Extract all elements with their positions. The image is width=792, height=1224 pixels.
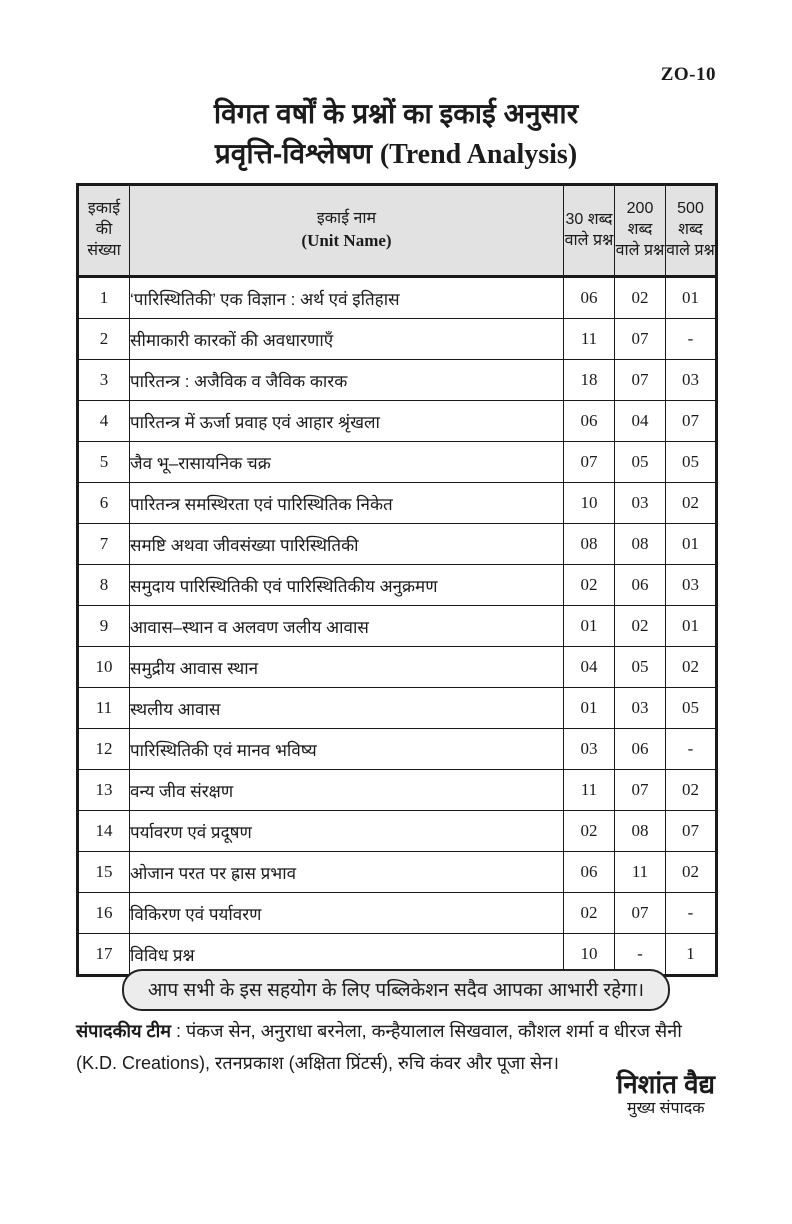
q500-value-cell: - [666, 893, 717, 934]
q500-value-cell: - [666, 319, 717, 360]
q200-value-cell: 02 [615, 277, 666, 319]
page-title-line1: विगत वर्षों के प्रश्नों का इकाई अनुसार [213, 98, 579, 129]
q200-value-cell: 07 [615, 893, 666, 934]
q30-value-cell: 03 [564, 729, 615, 770]
chief-editor-name: निशांत वैद्य [616, 1069, 715, 1099]
header-200-word-questions: 200 शब्द वाले प्रश्न [615, 185, 666, 277]
header-500-word-questions: 500 शब्द वाले प्रश्न [666, 185, 717, 277]
q500-value-cell: 02 [666, 770, 717, 811]
page-title-line2 [0, 134, 792, 175]
unit-number-cell: 2 [78, 319, 130, 360]
unit-name-cell: पारितन्त्र समस्थिरता एवं पारिस्थितिक निकेत [130, 483, 564, 524]
q200-value-cell: 06 [615, 565, 666, 606]
unit-name-cell: आवास–स्थान व अलवण जलीय आवास [130, 606, 564, 647]
q30-value-cell: 07 [564, 442, 615, 483]
page-title-line2-english: (Trend Analysis) [379, 138, 578, 170]
table-row [78, 442, 717, 483]
unit-number-cell: 15 [78, 852, 130, 893]
unit-name-cell: वन्य जीव संरक्षण [130, 770, 564, 811]
q500-value-cell: 01 [666, 277, 717, 319]
q200-value-cell: 08 [615, 811, 666, 852]
trend-analysis-table [76, 183, 718, 977]
unit-name-cell: विकिरण एवं पर्यावरण [130, 893, 564, 934]
table-body [78, 277, 717, 976]
q500-value-cell: 01 [666, 606, 717, 647]
table-row [78, 319, 717, 360]
table-row [78, 606, 717, 647]
table-row [78, 729, 717, 770]
q200-value-cell: 02 [615, 606, 666, 647]
unit-number-cell: 4 [78, 401, 130, 442]
table-row [78, 811, 717, 852]
q200-value-cell: - [615, 934, 666, 976]
q30-value-cell: 11 [564, 770, 615, 811]
q30-value-cell: 10 [564, 483, 615, 524]
chief-editor-role: मुख्य संपादक [627, 1099, 705, 1117]
unit-number-cell: 10 [78, 647, 130, 688]
q30-value-cell: 06 [564, 401, 615, 442]
unit-name-cell: समुद्रीय आवास स्थान [130, 647, 564, 688]
q500-value-cell: 05 [666, 688, 717, 729]
q30-value-cell: 02 [564, 893, 615, 934]
table-row [78, 852, 717, 893]
unit-number-cell: 11 [78, 688, 130, 729]
q200-value-cell: 05 [615, 647, 666, 688]
q30-value-cell: 01 [564, 606, 615, 647]
page-code: ZO-10 [660, 64, 716, 85]
q30-value-cell: 06 [564, 277, 615, 319]
unit-number-cell: 8 [78, 565, 130, 606]
header-unit-name-english: (Unit Name) [301, 230, 392, 250]
q30-value-cell: 01 [564, 688, 615, 729]
unit-name-cell: विविध प्रश्न [130, 934, 564, 976]
editorial-team-names: : पंकज सेन, अनुराधा बरनेला, कन्हैयालाल सिखवाल, कौशल शर्मा व धीरज सैनी (K.D. Creations), रतनप्रकाश (अक्षिता प्रिंटर्स), रुचि कंवर और पूजा सेन। [76, 1021, 682, 1073]
unit-name-cell: ओजान परत पर ह्रास प्रभाव [130, 852, 564, 893]
table-row [78, 524, 717, 565]
unit-number-cell: 1 [78, 277, 130, 319]
table-row [78, 688, 717, 729]
header-unit-number: इकाई की संख्या [78, 185, 130, 277]
editorial-team-label: संपादकीय टीम [76, 1021, 172, 1041]
q30-value-cell: 10 [564, 934, 615, 976]
q30-value-cell: 06 [564, 852, 615, 893]
unit-number-cell: 6 [78, 483, 130, 524]
table-row [78, 360, 717, 401]
unit-number-cell: 9 [78, 606, 130, 647]
q500-value-cell: 02 [666, 483, 717, 524]
q30-value-cell: 11 [564, 319, 615, 360]
acknowledgement-row [0, 969, 792, 1011]
q200-value-cell: 07 [615, 360, 666, 401]
unit-name-cell: पर्यावरण एवं प्रदूषण [130, 811, 564, 852]
page-title-line2-hindi: प्रवृत्ति-विश्लेषण [214, 137, 373, 169]
unit-number-cell: 12 [78, 729, 130, 770]
table-header-row [78, 185, 717, 277]
acknowledgement-pill: आप सभी के इस सहयोग के लिए पब्लिकेशन सदैव आपका आभारी रहेगा। [122, 969, 670, 1011]
q30-value-cell: 18 [564, 360, 615, 401]
q200-value-cell: 11 [615, 852, 666, 893]
page-title [0, 94, 792, 175]
unit-number-cell: 16 [78, 893, 130, 934]
unit-number-cell: 17 [78, 934, 130, 976]
q200-value-cell: 07 [615, 770, 666, 811]
q500-value-cell: 03 [666, 360, 717, 401]
unit-number-cell: 5 [78, 442, 130, 483]
unit-name-cell: पारितन्त्र : अजैविक व जैविक कारक [130, 360, 564, 401]
q30-value-cell: 02 [564, 565, 615, 606]
q500-value-cell: 02 [666, 852, 717, 893]
header-30-word-questions: 30 शब्द वाले प्रश्न [564, 185, 615, 277]
header-unit-name [130, 185, 564, 277]
table-row [78, 277, 717, 319]
q500-value-cell: 05 [666, 442, 717, 483]
q500-value-cell: - [666, 729, 717, 770]
q30-value-cell: 04 [564, 647, 615, 688]
table-row [78, 483, 717, 524]
q500-value-cell: 07 [666, 401, 717, 442]
table-row [78, 770, 717, 811]
q200-value-cell: 04 [615, 401, 666, 442]
q500-value-cell: 01 [666, 524, 717, 565]
q200-value-cell: 03 [615, 688, 666, 729]
unit-name-cell: स्थलीय आवास [130, 688, 564, 729]
q200-value-cell: 06 [615, 729, 666, 770]
unit-name-cell: पारिस्थितिकी एवं मानव भविष्य [130, 729, 564, 770]
q200-value-cell: 08 [615, 524, 666, 565]
unit-number-cell: 3 [78, 360, 130, 401]
table-row [78, 893, 717, 934]
q200-value-cell: 03 [615, 483, 666, 524]
signature-block [617, 1070, 715, 1119]
table-header [78, 185, 717, 277]
q500-value-cell: 02 [666, 647, 717, 688]
table-row [78, 647, 717, 688]
unit-number-cell: 14 [78, 811, 130, 852]
unit-name-cell: पारितन्त्र में ऊर्जा प्रवाह एवं आहार श्रृंखला [130, 401, 564, 442]
q30-value-cell: 02 [564, 811, 615, 852]
q200-value-cell: 07 [615, 319, 666, 360]
q30-value-cell: 08 [564, 524, 615, 565]
q500-value-cell: 07 [666, 811, 717, 852]
unit-name-cell: ‘पारिस्थितिकी’ एक विज्ञान : अर्थ एवं इतिहास [130, 277, 564, 319]
unit-name-cell: सीमाकारी कारकों की अवधारणाएँ [130, 319, 564, 360]
q200-value-cell: 05 [615, 442, 666, 483]
q500-value-cell: 03 [666, 565, 717, 606]
q500-value-cell: 1 [666, 934, 717, 976]
unit-name-cell: समुदाय पारिस्थितिकी एवं पारिस्थितिकीय अनुक्रमण [130, 565, 564, 606]
header-unit-name-hindi: इकाई नाम [316, 210, 377, 228]
unit-name-cell: समष्टि अथवा जीवसंख्या पारिस्थितिकी [130, 524, 564, 565]
trend-analysis-table-container [76, 183, 718, 977]
unit-name-cell: जैव भू–रासायनिक चक्र [130, 442, 564, 483]
unit-number-cell: 13 [78, 770, 130, 811]
unit-number-cell: 7 [78, 524, 130, 565]
table-row [78, 401, 717, 442]
table-row [78, 565, 717, 606]
